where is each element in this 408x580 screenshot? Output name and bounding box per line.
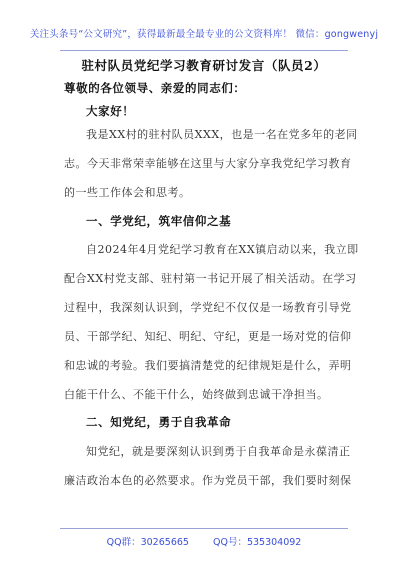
paragraph-line: 廉洁政治本色的必然要求。作为党员干部，我们要时刻保 [64, 474, 352, 487]
paragraph-line: 自2024年4月党纪学习教育在XX镇启动以来，我立即 [86, 243, 359, 256]
footer-divider [60, 528, 348, 529]
footer [0, 534, 408, 548]
header-banner: 关注头条号“公文研究”，获得最新最全最专业的公文资料库！ 微信：gongwenyj [29, 29, 379, 40]
section-heading: 二、知党纪，勇于自我革命 [86, 415, 232, 429]
footer-qq-number: QQ号：535304092 [212, 537, 302, 548]
paragraph-line: 配合XX村党支部、驻村第一书记开展了相关活动。在学习 [64, 272, 357, 285]
header-divider [60, 50, 348, 51]
document-title: 驻村队员党纪学习教育研讨发言（队员2） [81, 58, 327, 73]
footer-qq-group: QQ群：30265665 [106, 537, 189, 548]
intro-line: 的一些工作体会和思考。 [64, 186, 191, 199]
paragraph-line: 白能干什么、不能干什么，始终做到忠诚干净担当。 [64, 388, 329, 401]
intro-line: 我是XX村的驻村队员XXX，也是一名在党多年的老同 [86, 128, 358, 141]
paragraph-line: 和忠诚的考验。我们要搞清楚党的纪律规矩是什么，弄明 [64, 359, 352, 372]
paragraph-line: 过程中，我深刻认识到，学党纪不仅仅是一场教育引导党 [64, 301, 352, 314]
intro-line: 志。今天非常荣幸能够在这里与大家分享我党纪学习教育 [64, 157, 352, 170]
paragraph-line: 知党纪，就是要深刻认识到勇于自我革命是永葆清正 [86, 445, 351, 458]
salutation: 尊敬的各位领导、亲爱的同志们： [64, 81, 246, 95]
greeting: 大家好！ [86, 104, 135, 118]
paragraph-line: 员、干部学纪、知纪、明纪、守纪，更是一场对党的信仰 [64, 330, 352, 343]
section-heading: 一、学党纪，筑牢信仰之基 [86, 214, 232, 228]
